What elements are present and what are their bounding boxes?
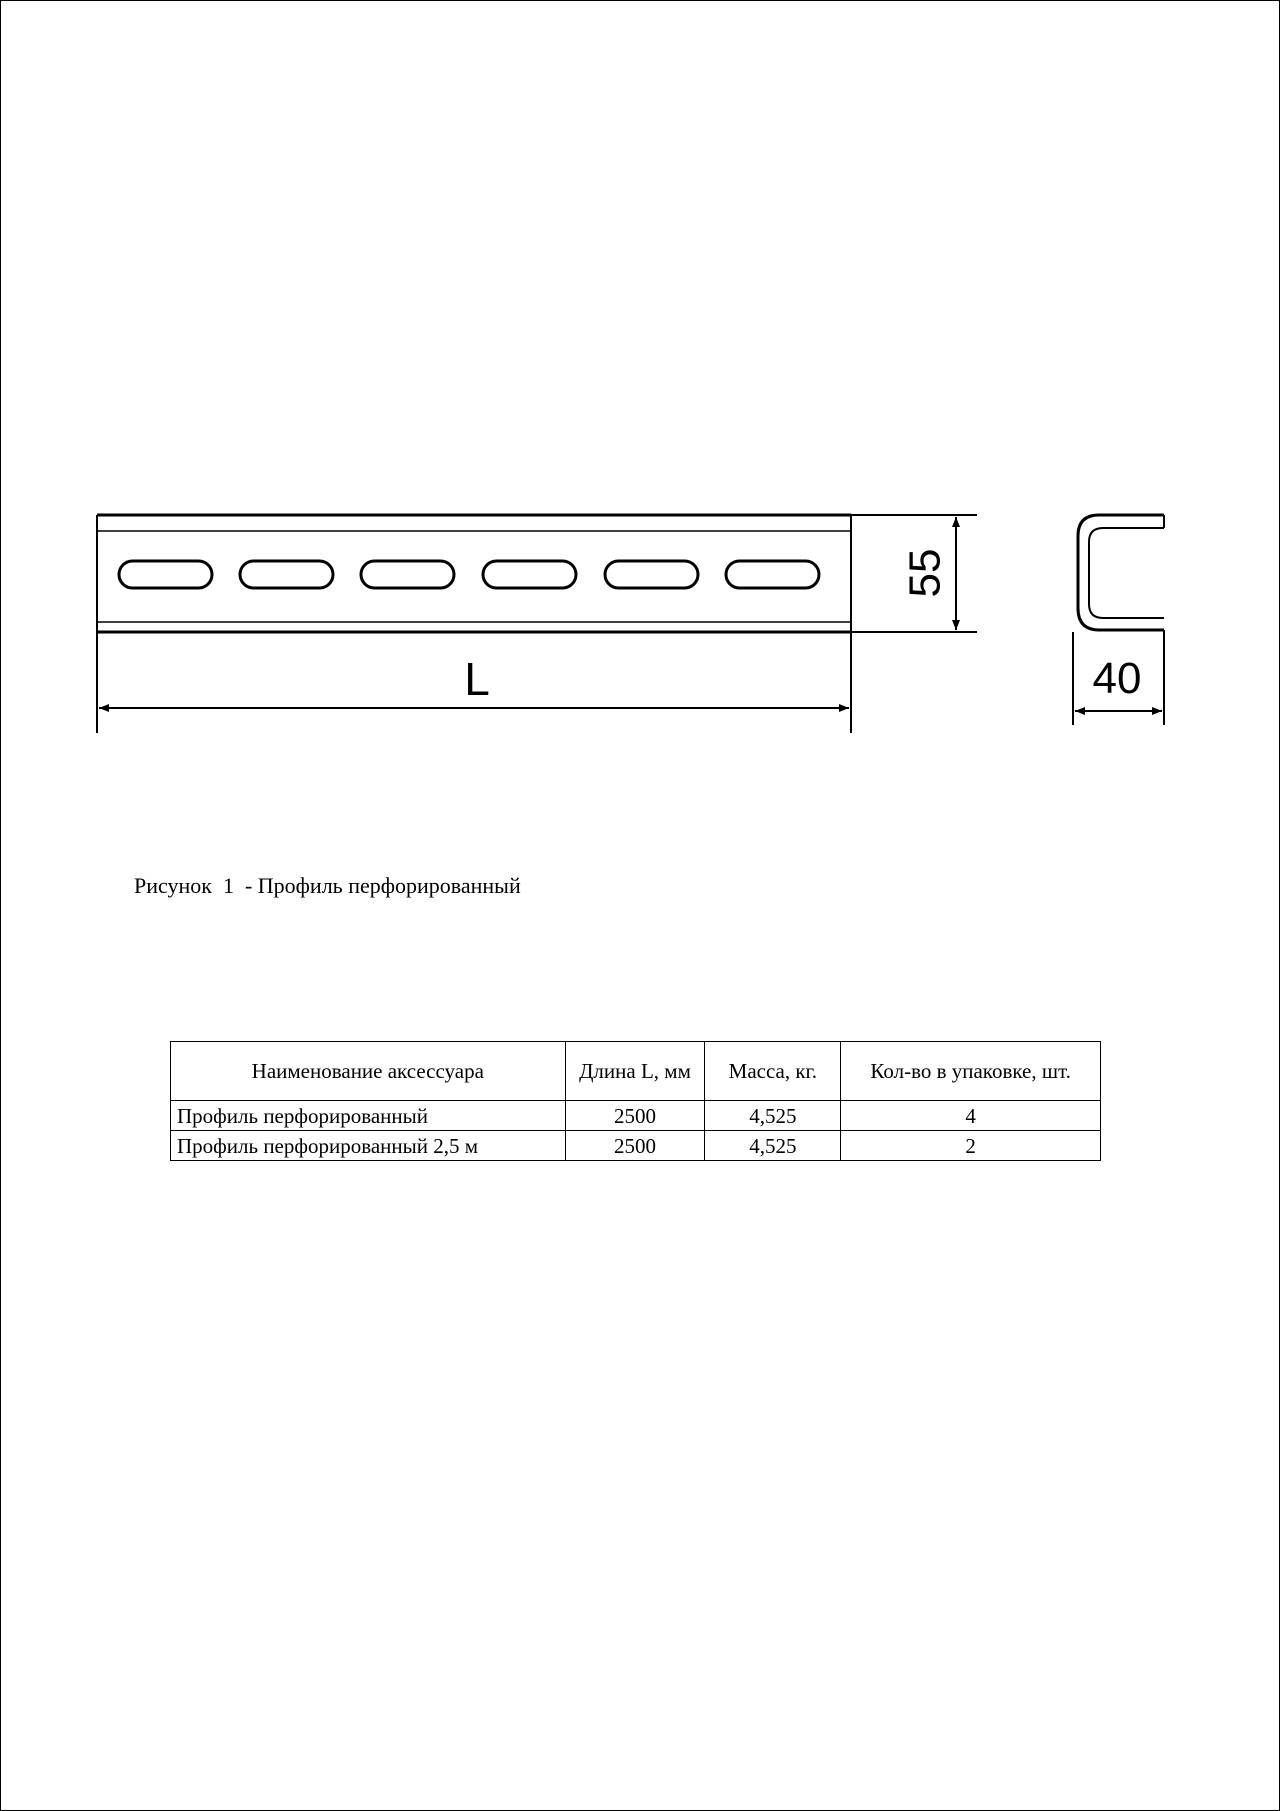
slot: [726, 561, 819, 588]
slot: [240, 561, 333, 588]
profile-drawing: [1, 1, 1280, 801]
slot: [361, 561, 454, 588]
cell-quantity: 2: [841, 1131, 1101, 1161]
width-label: 40: [1092, 654, 1142, 703]
cell-length: 2500: [565, 1101, 705, 1131]
height-label: 55: [900, 548, 950, 598]
table-header-row: [171, 1042, 1101, 1101]
table-row: [171, 1131, 1101, 1161]
cell-quantity: 4: [841, 1101, 1101, 1131]
table-row: [171, 1101, 1101, 1131]
cell-mass: 4,525: [705, 1131, 841, 1161]
cell-length: 2500: [565, 1131, 705, 1161]
header-mass: Масса, кг.: [705, 1042, 841, 1101]
figure-caption: Рисунок 1 - Профиль перфорированный: [134, 873, 521, 898]
accessory-table: [170, 1041, 1101, 1161]
slot: [605, 561, 698, 588]
header-quantity: Кол-во в упаковке, шт.: [841, 1042, 1101, 1101]
cell-name: Профиль перфорированный 2,5 м: [171, 1131, 566, 1161]
slot: [483, 561, 576, 588]
slot: [119, 561, 212, 588]
cell-mass: 4,525: [705, 1101, 841, 1131]
header-name: Наименование аксессуара: [171, 1042, 566, 1101]
length-label: L: [464, 653, 490, 705]
header-length: Длина L, мм: [565, 1042, 705, 1101]
cell-name: Профиль перфорированный: [171, 1101, 566, 1131]
